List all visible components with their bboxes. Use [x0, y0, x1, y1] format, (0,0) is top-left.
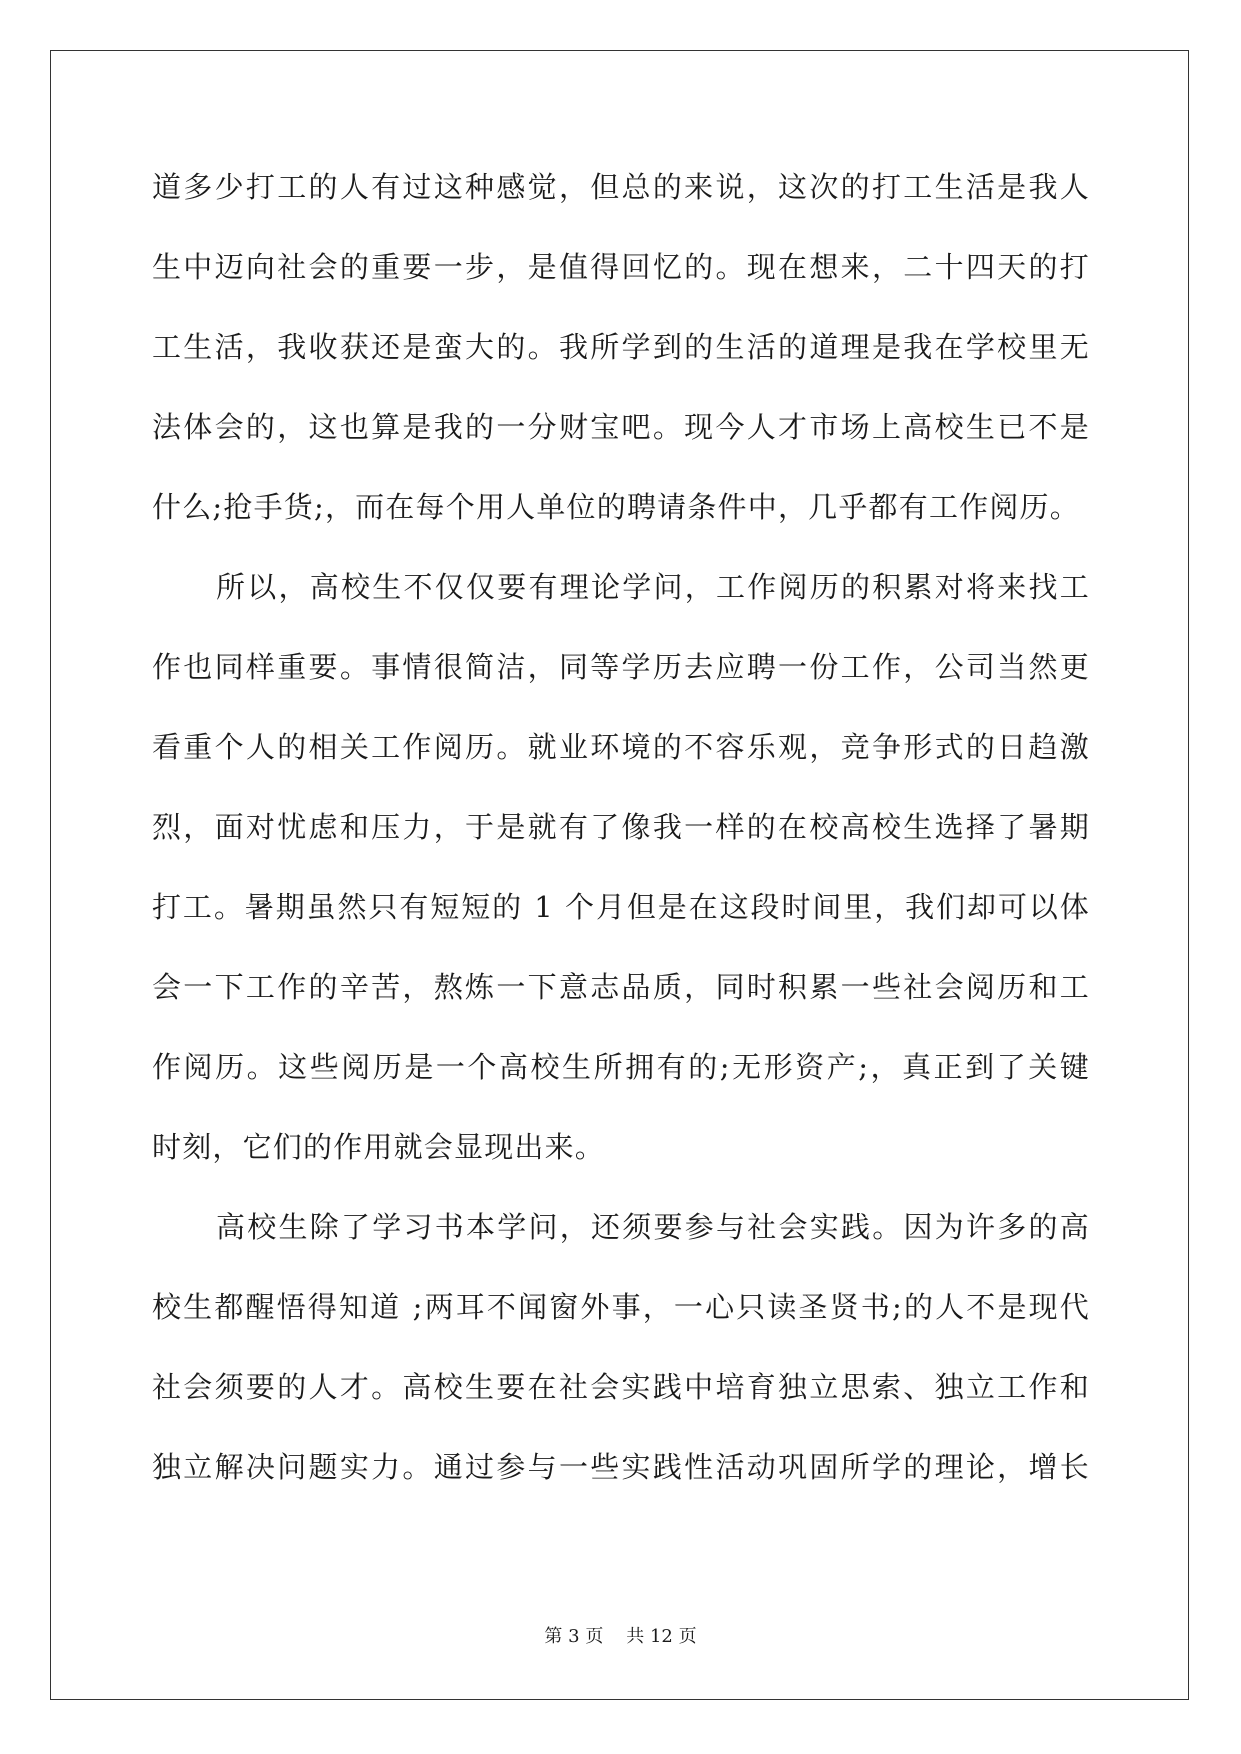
text-line: 会一下工作的辛苦，熬炼一下意志品质，同时积累一些社会阅历和工	[152, 970, 1090, 1004]
text-line: 所以，高校生不仅仅要有理论学问，工作阅历的积累对将来找工	[216, 570, 1090, 604]
text-line: 打工。暑期虽然只有短短的 1 个月但是在这段时间里，我们却可以体	[152, 890, 1090, 924]
paragraph	[152, 1200, 1090, 1520]
page-footer	[0, 1625, 1241, 1649]
text-line: 工生活，我收获还是蛮大的。我所学到的生活的道理是我在学校里无	[152, 330, 1090, 364]
text-line: 校生都醒悟得知道 ;两耳不闻窗外事，一心只读圣贤书;的人不是现代	[152, 1290, 1090, 1324]
text-line: 什么;抢手货;，而在每个用人单位的聘请条件中，几乎都有工作阅历。	[152, 490, 1080, 524]
paragraph	[152, 560, 1090, 1200]
paragraph	[152, 160, 1090, 560]
text-line: 烈，面对忧虑和压力，于是就有了像我一样的在校高校生选择了暑期	[152, 810, 1090, 844]
page-total: 共 12 页	[626, 1626, 697, 1647]
text-line: 作阅历。这些阅历是一个高校生所拥有的;无形资产;，真正到了关键	[152, 1050, 1090, 1084]
text-line: 道多少打工的人有过这种感觉，但总的来说，这次的打工生活是我人	[152, 170, 1090, 204]
page-number: 第 3 页	[544, 1626, 604, 1647]
text-line: 时刻，它们的作用就会显现出来。	[152, 1130, 606, 1164]
text-line: 社会须要的人才。高校生要在社会实践中培育独立思索、独立工作和	[152, 1370, 1090, 1404]
text-line: 高校生除了学习书本学问，还须要参与社会实践。因为许多的高	[216, 1210, 1090, 1244]
text-line: 作也同样重要。事情很简洁，同等学历去应聘一份工作，公司当然更	[152, 650, 1090, 684]
text-line: 生中迈向社会的重要一步，是值得回忆的。现在想来，二十四天的打	[152, 250, 1090, 284]
text-line: 看重个人的相关工作阅历。就业环境的不容乐观，竞争形式的日趋激	[152, 730, 1090, 764]
text-line: 法体会的，这也算是我的一分财宝吧。现今人才市场上高校生已不是	[152, 410, 1090, 444]
document-body	[152, 160, 1090, 1520]
text-line: 独立解决问题实力。通过参与一些实践性活动巩固所学的理论，增长	[152, 1450, 1090, 1484]
